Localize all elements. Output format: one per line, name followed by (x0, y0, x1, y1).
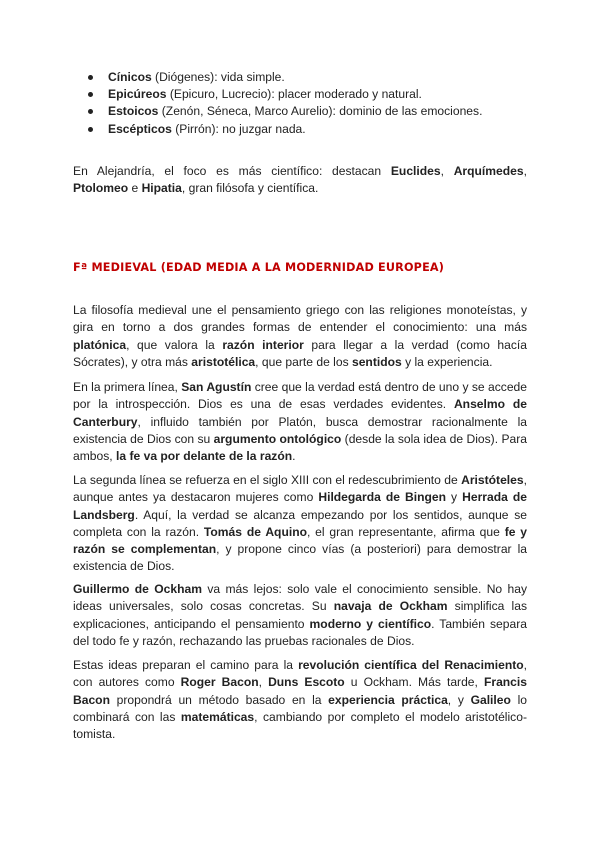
text-run: , y propone cinco vías (a posteriori) para demostrar la existencia de Dios. (73, 542, 527, 574)
text-run: , que parte de los (255, 354, 352, 369)
list-item (86, 69, 546, 86)
list-item-text: (Diógenes): vida simple. (151, 70, 285, 84)
bold-term: Euclides (390, 164, 441, 178)
text-run: va más lejos: solo vale el conocimiento sensible. No hay ideas universales, solo cosas concretas. Su (73, 582, 527, 614)
bold-term: Roger Bacon (180, 675, 259, 690)
bullet-dot-icon (88, 75, 93, 80)
paragraph-intro-medieval (73, 302, 527, 371)
bullet-dot-icon (88, 127, 93, 132)
bold-term: experiencia práctica (328, 692, 448, 707)
text-run: La filosofía medieval une el pensamiento griego con las religiones monoteístas, y gira en torno a dos grandes formas de entender el conocimiento: una más (73, 303, 527, 335)
schools-list (86, 69, 546, 138)
bold-term: la fe va por delante de la razón (116, 449, 293, 464)
text-run: simplifica las explicaciones, anticipando el pensamiento (73, 599, 527, 631)
bold-term: revolución científica del Renacimiento (298, 658, 524, 672)
text-run: En Alejandría, el foco es más científico: destacan (73, 164, 391, 178)
bold-term: sentidos (351, 354, 402, 369)
text-run: Estas ideas preparan el camino para la (73, 658, 299, 672)
text-run: , aunque antes ya destacaron mujeres como (73, 473, 527, 505)
text-run: (desde la sola idea de Dios). Para ambos, (73, 431, 527, 464)
text-run: para llegar a la verdad (como hacía Sócrates), y otra más (73, 337, 527, 369)
text-run: En la primera línea, (73, 380, 182, 394)
text-run: , cambiando por completo el modelo aristotélico-tomista. (73, 709, 527, 742)
bullet-dot-icon (88, 92, 93, 97)
list-item-term: Epicúreos (108, 87, 167, 102)
text-run: u Ockham. Más tarde, (344, 675, 484, 690)
text-run: lo combinará con las (73, 692, 527, 724)
bold-term: argumento ontológico (213, 431, 342, 446)
text-run: y (446, 490, 463, 505)
bold-term: Galileo (470, 692, 511, 707)
paragraph-segunda-linea (73, 472, 527, 576)
bold-term: Arquímedes (453, 164, 524, 178)
text-run: , gran filósofa y científica. (181, 181, 319, 196)
bold-term: Herrada de Landsberg (73, 490, 527, 522)
paragraph-ockham (73, 581, 527, 650)
list-item (86, 121, 546, 138)
bold-term: aristotélica (191, 354, 256, 369)
text-run: cree que la verdad está dentro de uno y se accede por la introspección. Dios es una de esas verdades evidentes. (73, 380, 527, 412)
bold-term: San Agustín (181, 380, 252, 394)
text-run: . También separa del todo fe y razón, rechazando las pruebas racionales de Dios. (73, 616, 527, 648)
text-run: La segunda línea se refuerza en el siglo XIII con el redescubrimiento de (73, 473, 462, 487)
text-run: , influido también por Platón, busca demostrar racionalmente la existencia de Dios con su (73, 414, 527, 446)
bold-term: Hildegarda de Bingen (318, 490, 447, 505)
paragraph-alejandria (73, 163, 527, 198)
bold-term: Anselmo de Canterbury (73, 397, 527, 429)
list-item-term: Cínicos (108, 70, 152, 84)
text-run: . Aquí, la verdad se alcanza empezando por los sentidos, aunque se completa con la razón. (73, 507, 527, 539)
list-item-text: (Zenón, Séneca, Marco Aurelio): dominio de las emociones. (158, 104, 483, 119)
text-run: , con autores como (73, 658, 527, 690)
list-item-term: Estoicos (108, 104, 159, 119)
list-item-term: Escépticos (108, 121, 172, 136)
list-item-text: (Pirrón): no juzgar nada. (171, 121, 306, 136)
bold-term: Francis Bacon (73, 675, 527, 707)
text-run: y la experiencia. (401, 354, 493, 369)
text-run: , y (447, 692, 471, 707)
text-run: . (292, 449, 296, 464)
paragraph-renacimiento (73, 657, 527, 743)
list-item-text: (Epicuro, Lucrecio): placer moderado y natural. (166, 87, 422, 102)
text-run: , que valora la (126, 337, 223, 352)
text-run: , (523, 164, 527, 178)
section-heading: Fª MEDIEVAL (EDAD MEDIA A LA MODERNIDAD EUROPEA) (73, 261, 445, 274)
text-run: , (258, 675, 269, 690)
list-item (86, 86, 546, 103)
bold-term: matemáticas (180, 709, 255, 724)
bold-term: Duns Escoto (268, 675, 345, 690)
bold-term: Tomás de Aquino (203, 524, 307, 539)
text-run: , el gran representante, afirma que (306, 524, 505, 539)
list-item (86, 103, 546, 120)
paragraph-primera-linea (73, 379, 527, 465)
bold-term: razón interior (222, 337, 304, 352)
bold-term: navaja de Ockham (333, 599, 448, 614)
bold-term: fe y razón se complementan (73, 524, 527, 557)
text-run: , (440, 164, 454, 178)
bold-term: moderno y científico (309, 616, 432, 631)
bold-term: Aristóteles (461, 473, 524, 487)
text-run: e (128, 181, 142, 196)
bullet-dot-icon (88, 109, 93, 114)
bold-term: Guillermo de Ockham (73, 582, 202, 596)
bold-term: Hipatia (141, 181, 182, 196)
text-run: propondrá un método basado en la (109, 692, 329, 707)
bold-term: platónica (73, 337, 127, 352)
bold-term: Ptolomeo (73, 181, 129, 196)
